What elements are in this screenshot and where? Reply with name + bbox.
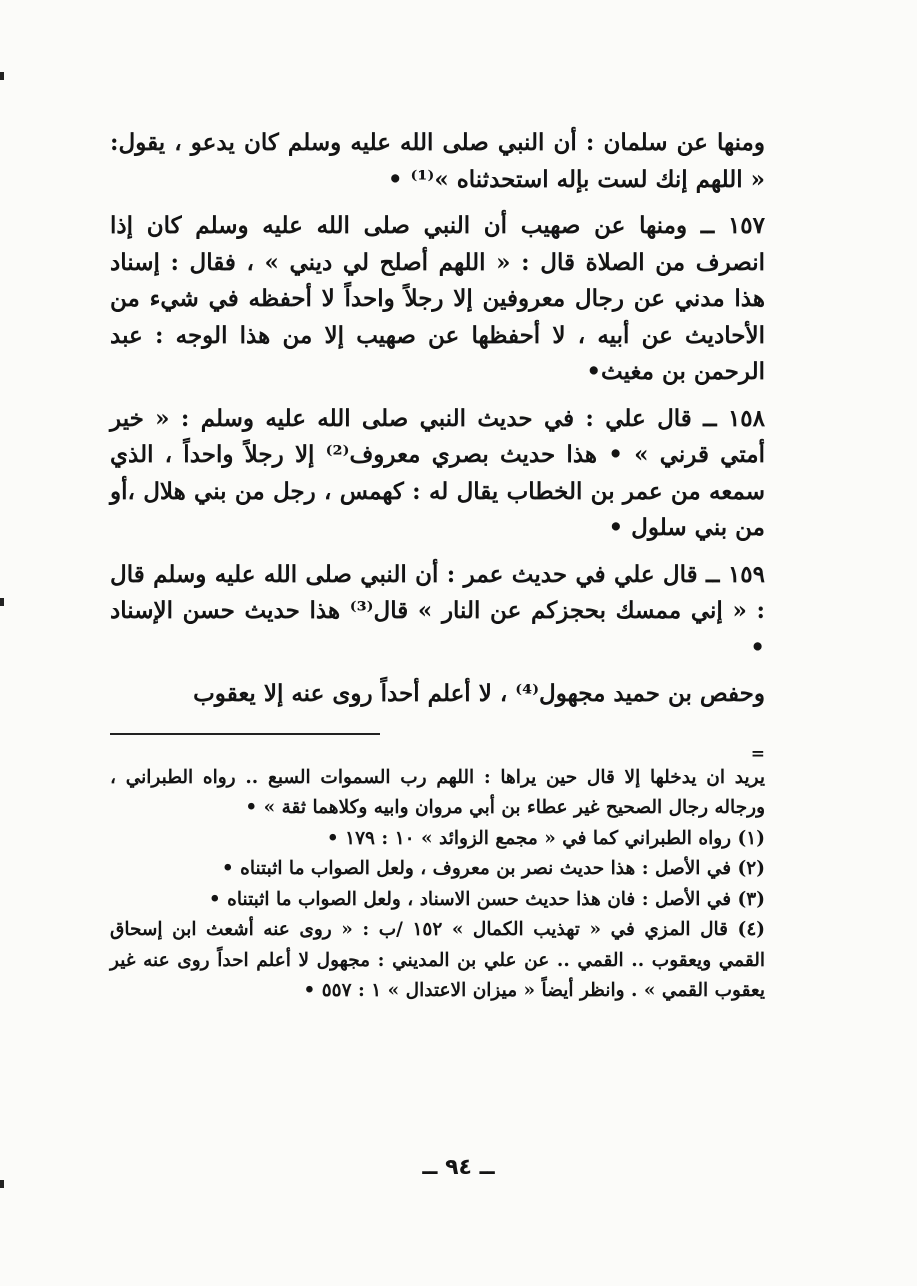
footnote-4: (٤) قال المزي في « تهذيب الكمال » ١٥٢ /ب : « روى عنه أشعث ابن إسحاق القمي ويعقوب .. القمي .. عن علي بن المديني : مجهول لا أعلم احداً روى عنه غير يعقوب القمي » . وانظر أيضاً « ميزان الاعتدال » ١ : ٥٥٧ • [110,919,766,1001]
scan-edge-mark [0,72,4,80]
footnotes [110,745,765,1007]
footnote-1: (١) رواه الطبراني كما في « مجمع الزوائد » ١٠ : ١٧٩ • [326,827,765,849]
main-text [110,125,765,713]
footnote-3: (٣) في الأصل : فان هذا حديث حسن الاسناد ، ولعل الصواب ما اثبتناه • [208,888,765,910]
paragraph-158: ١٥٨ ــ قال علي : في حديث النبي صلى الله عليه وسلم : « خير أمتي قرني » • هذا حديث بصري معروف⁽²⁾ إلا رجلاً واحداً ، الذي سمعه من عمر بن الخطاب يقال له : كهمس ، رجل من بني هلال ،أو من بني سلول • [110,404,765,541]
page-number: ــ ٩٤ ــ [422,1155,495,1180]
footnote-continuation: يريد ان يدخلها إلا قال حين يراها : اللهم رب السموات السبع .. رواه الطبراني ، ورجاله رجال الصحيح غير عطاء بن أبي مروان وابيه وكلاهما ثقة » • [110,766,765,818]
paragraph-salman: ومنها عن سلمان : أن النبي صلى الله عليه وسلم كان يدعو ، يقول: « اللهم إنك لست بإله استحدثناه »⁽¹⁾ • [110,129,765,193]
paragraph-157: ١٥٧ ــ ومنها عن صهيب أن النبي صلى الله عليه وسلم كان إذا انصرف من الصلاة قال : « اللهم أصلح لي ديني » ، فقال : إسناد هذا مدني عن رجال معروفين إلا رجلاً واحداً لا أحفظه في شيء من الأحاديث عن أبيه ، لا أحفظها عن صهيب إلا من هذا الوجه : عبد الرحمن بن مغيث• [110,212,765,385]
paragraph-hafs: وحفص بن حميد مجهول⁽⁴⁾ ، لا أعلم أحداً روى عنه إلا يعقوب [193,680,765,707]
paragraph-159: ١٥٩ ــ قال علي في حديث عمر : أن النبي صلى الله عليه وسلم قال : « إني ممسك بحجزكم عن النار » قال⁽³⁾ هذا حديث حسن الإسناد • [110,560,765,661]
page-body [110,125,765,1007]
continuation-mark: = [750,743,765,764]
footnote-2: (٢) في الأصل : هذا حديث نصر بن معروف ، ولعل الصواب ما اثبتناه • [221,858,765,879]
scan-edge-mark [0,598,4,606]
footnote-divider [110,733,380,735]
footnote-divider-wrap [110,733,765,735]
scan-edge-mark [0,1180,4,1188]
